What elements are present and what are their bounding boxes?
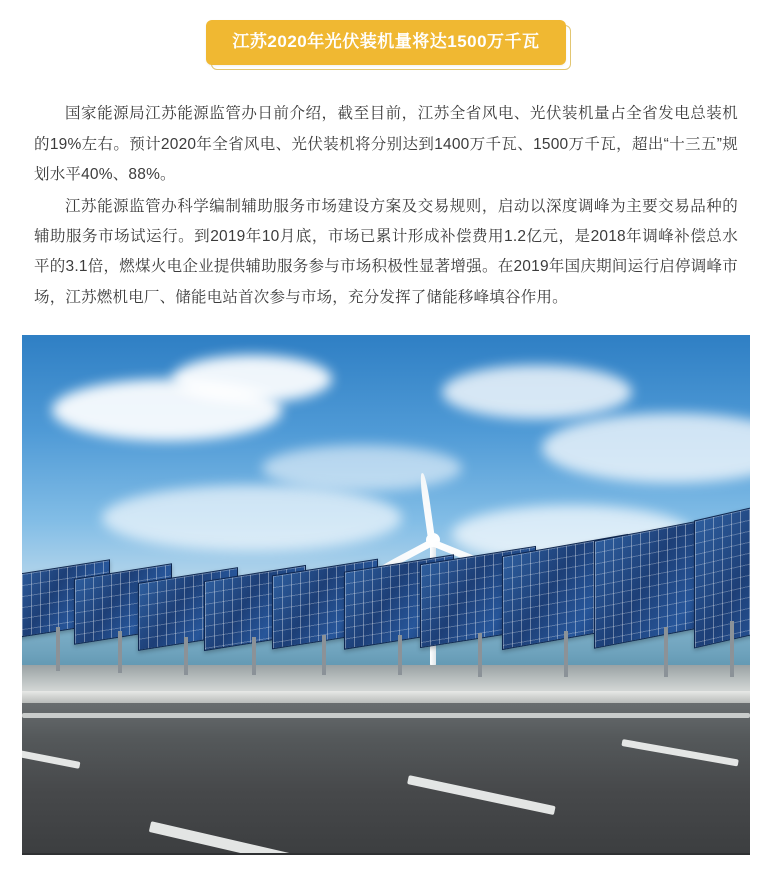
panel-support-leg bbox=[564, 631, 568, 677]
cloud bbox=[172, 355, 332, 403]
title-banner bbox=[206, 20, 565, 65]
cloud bbox=[102, 485, 402, 551]
panel-support-leg bbox=[664, 627, 668, 677]
panel-support-leg bbox=[398, 635, 402, 675]
panel-support-leg bbox=[730, 621, 734, 677]
road-curb bbox=[22, 691, 750, 703]
title-banner-container bbox=[0, 0, 772, 65]
article-body bbox=[0, 65, 772, 313]
panel-support-leg bbox=[322, 635, 326, 675]
panel-support-leg bbox=[118, 631, 122, 673]
photo-bottom-edge bbox=[22, 853, 750, 855]
panel-support-leg bbox=[252, 637, 256, 675]
page-title: 江苏2020年光伏装机量将达1500万千瓦 bbox=[232, 32, 540, 51]
solar-farm-photo bbox=[22, 335, 750, 855]
panel-support-leg bbox=[478, 633, 482, 677]
panel-support-leg bbox=[56, 627, 60, 671]
article-photo-container bbox=[22, 335, 750, 855]
cloud bbox=[442, 365, 632, 419]
paragraph-1: 国家能源局江苏能源监管办日前介绍，截至目前，江苏全省风电、光伏装机量占全省发电总装机的19%左右。预计2020年全省风电、光伏装机将分别达到1400万千瓦、1500万千瓦，超出“十三五”规划水平40%、88%。 bbox=[34, 105, 738, 183]
panel-support-leg bbox=[184, 637, 188, 675]
title-banner-outline bbox=[206, 20, 565, 65]
paragraph-2: 江苏能源监管办科学编制辅助服务市场建设方案及交易规则，启动以深度调峰为主要交易品种的辅助服务市场试运行。到2019年10月底，市场已累计形成补偿费用1.2亿元，是2018年调峰补偿总水平的3.1倍，燃煤火电企业提供辅助服务参与市场积极性显著增强。在2019年国庆期间运行启停调峰市场，江苏燃机电厂、储能电站首次参与市场，充分发挥了储能移峰填谷作用。 bbox=[34, 198, 738, 306]
road-edge-line bbox=[22, 713, 750, 718]
